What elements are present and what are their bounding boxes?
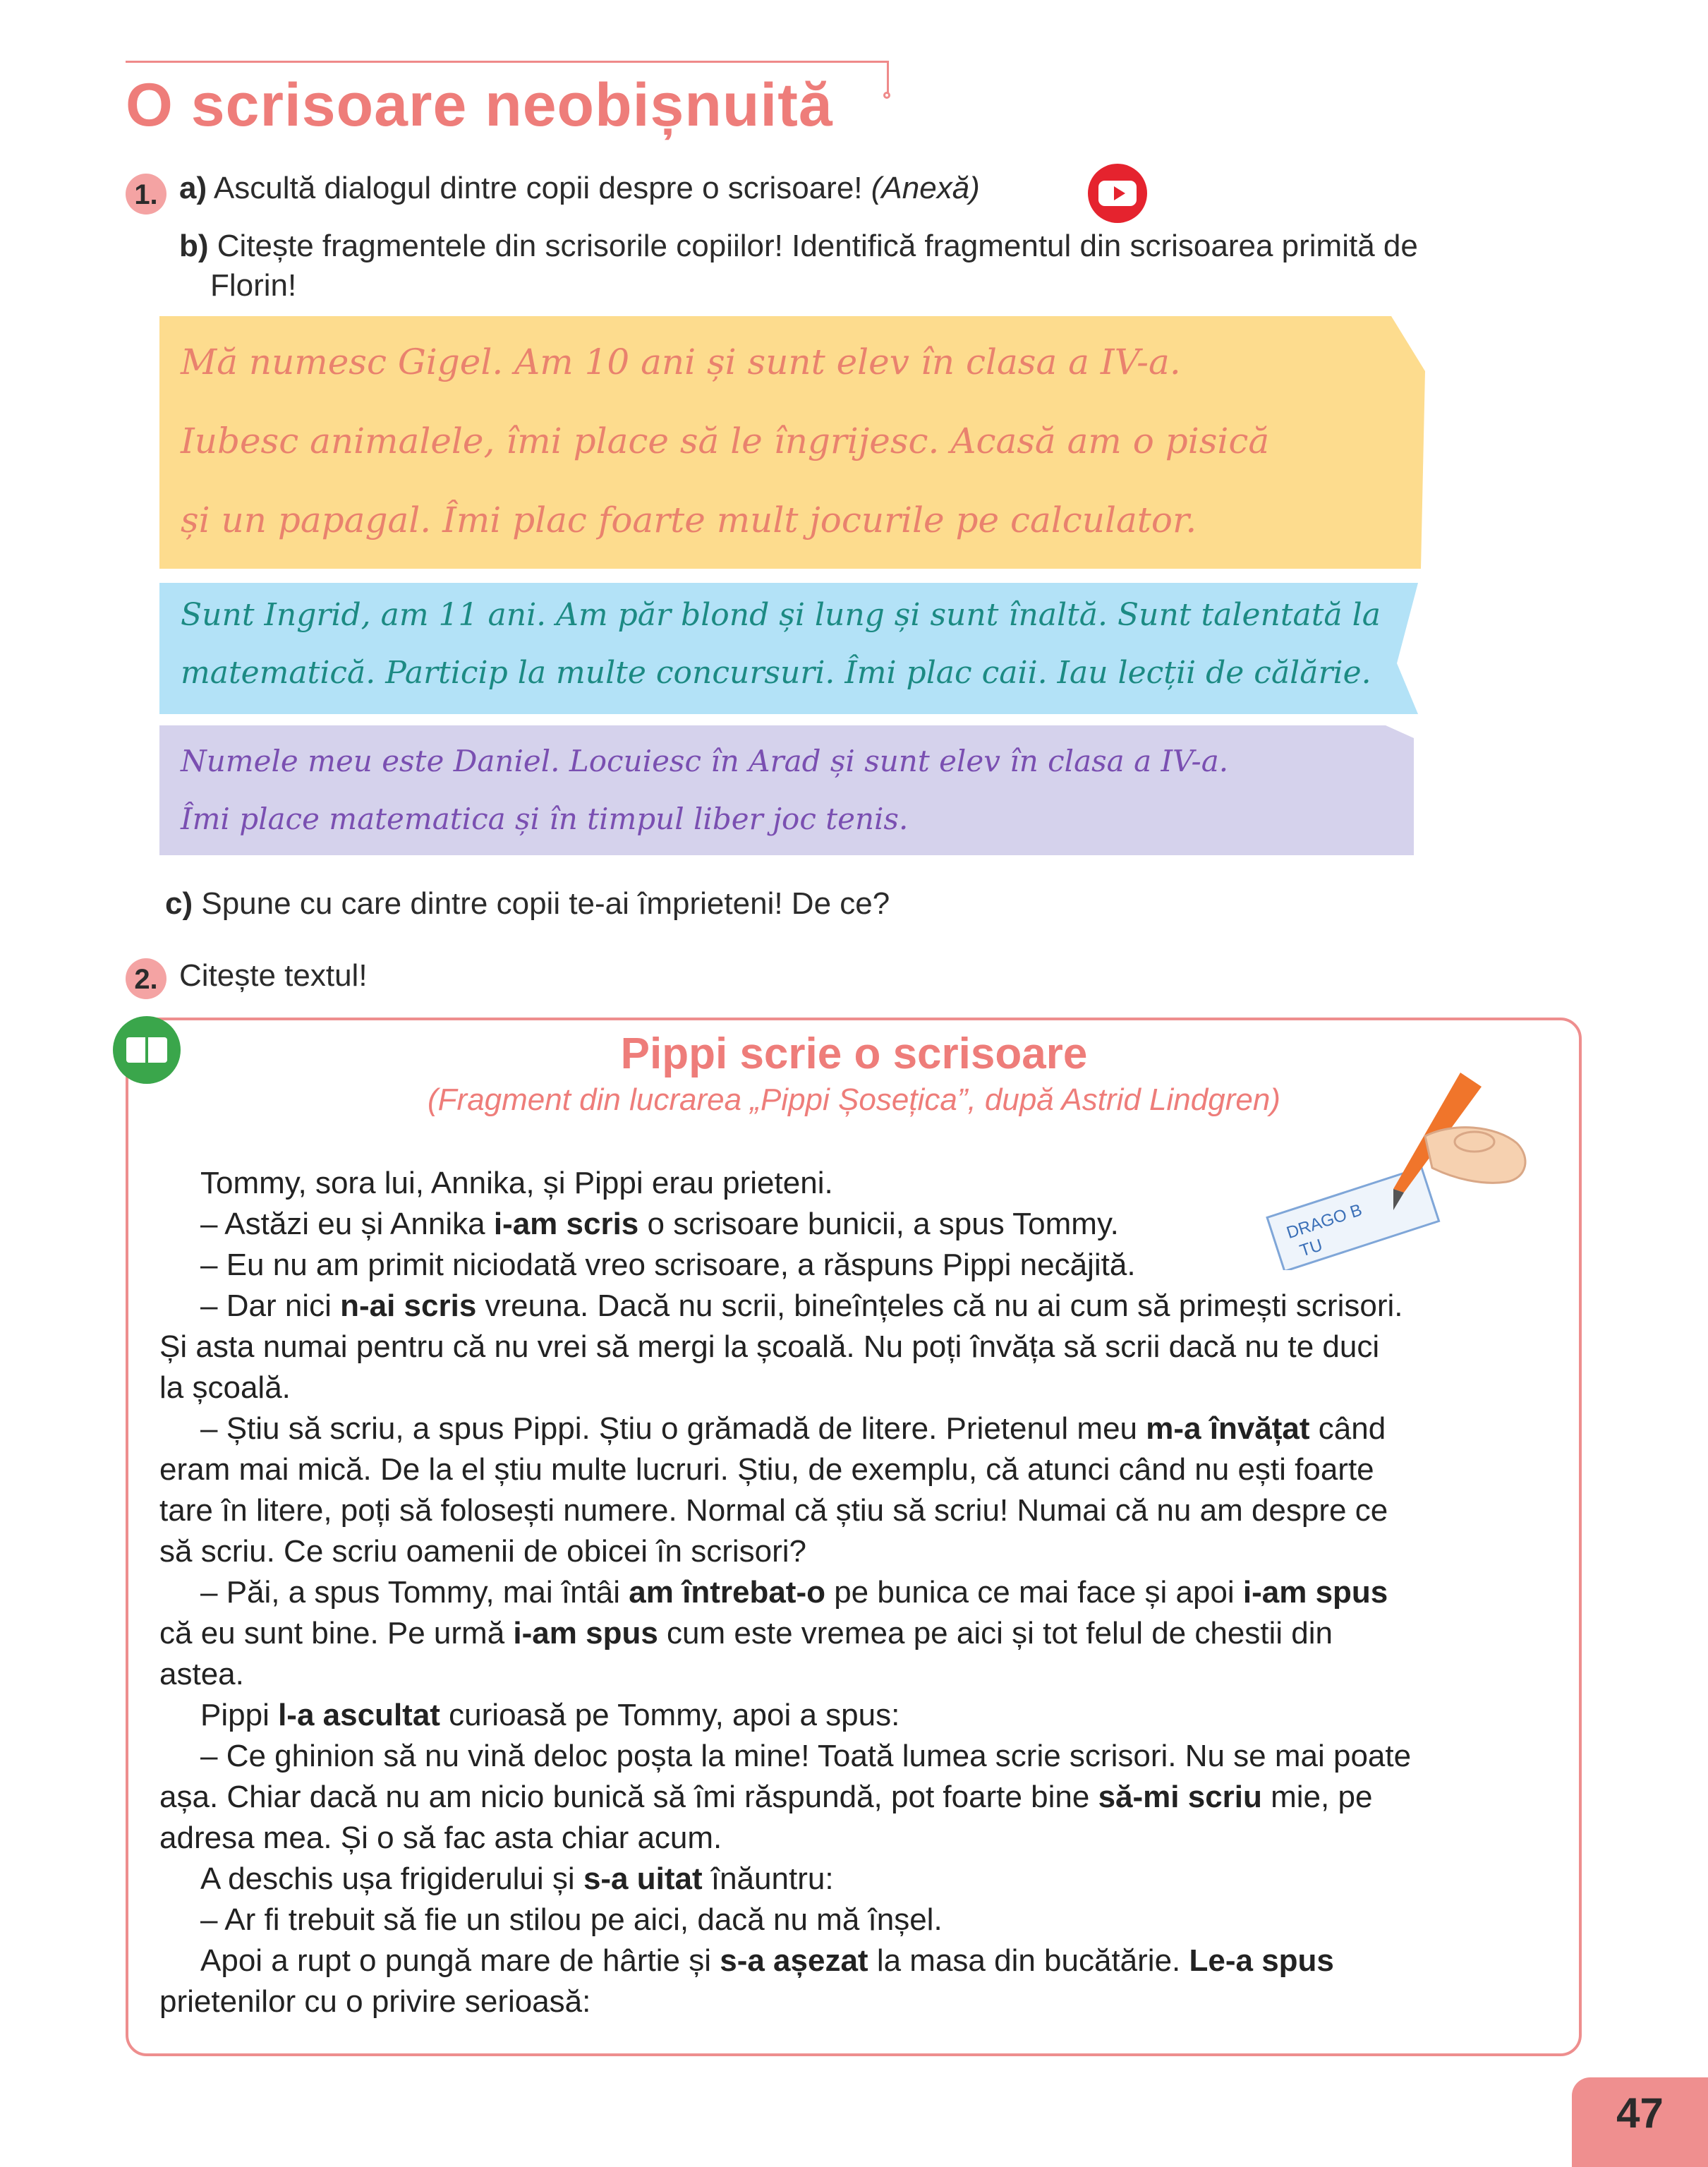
story-line: – Ce ghinion să nu vină deloc poșta la mine! Toată lumea scrie scrisori. Nu se mai poate — [200, 1739, 1412, 1773]
story-line: la școală. — [159, 1370, 291, 1405]
story-line: Apoi a rupt o pungă mare de hârtie și s-a așezat la masa din bucătărie. Le-a spus — [200, 1943, 1334, 1978]
exercise-1b-label: b) — [179, 229, 209, 263]
letter-ingrid-line-2: matematică. Particip la multe concursuri. Îmi plac caii. Iau lecții de călărie. — [181, 655, 1371, 691]
story-line: – Astăzi eu și Annika i-am scris o scrisoare bunicii, a spus Tommy. — [200, 1207, 1119, 1241]
page-number: 47 — [1616, 2089, 1664, 2137]
exercise-1c-label: c) — [165, 886, 193, 921]
exercise-1-number: 1. — [126, 174, 166, 215]
exercise-2-text: Citește textul! — [179, 958, 368, 993]
illustration-paper-line-2: TU — [1297, 1236, 1325, 1261]
story-line: astea. — [159, 1657, 244, 1691]
story-line: adresa mea. Și o să fac asta chiar acum. — [159, 1821, 722, 1855]
letter-gigel-line-2: Iubesc animalele, îmi place să le îngrijesc. Acasă am o pisică — [181, 421, 1270, 461]
exercise-1c-text: Spune cu care dintre copii te-ai împrieteni! De ce? — [201, 886, 890, 921]
story-line: – Eu nu am primit niciodată vreo scrisoare, a răspuns Pippi necăjită. — [200, 1248, 1136, 1282]
story-line: prietenilor cu o privire serioasă: — [159, 1984, 591, 2019]
exercise-1a-text: Ascultă dialogul dintre copii despre o scrisoare! — [213, 171, 863, 205]
story-line: că eu sunt bine. Pe urmă i-am spus cum este vremea pe aici și tot felul de chestii din — [159, 1616, 1333, 1650]
exercise-1b-text: Citește fragmentele din scrisorile copiilor! Identifică fragmentul din scrisoarea primită de — [217, 229, 1418, 263]
story-line: așa. Chiar dacă nu am nicio bunică să îmi răspundă, pot foarte bine să-mi scriu mie, pe — [159, 1780, 1373, 1814]
story-line: Pippi l-a ascultat curioasă pe Tommy, apoi a spus: — [200, 1698, 900, 1732]
story-line: Tommy, sora lui, Annika, și Pippi erau prieteni. — [200, 1166, 833, 1200]
letter-ingrid-line-1: Sunt Ingrid, am 11 ani. Am păr blond și lung și sunt înaltă. Sunt talentată la — [181, 597, 1381, 633]
story-line: – Dar nici n-ai scris vreuna. Dacă nu scrii, bineînțeles că nu ai cum să primești scrisori. — [200, 1288, 1403, 1323]
story-line: tare în litere, poți să folosești numere. Normal că știu să scriu! Numai că nu am despre ce — [159, 1493, 1388, 1528]
story-source: (Fragment din lucrarea „Pippi Șosețica”, după Astrid Lindgren) — [428, 1082, 1280, 1117]
letter-daniel-line-2: Îmi place matematica și în timpul liber joc tenis. — [181, 802, 909, 836]
hand-writing-letter-illustration — [1263, 1058, 1545, 1270]
letter-daniel-line-1: Numele meu este Daniel. Locuiesc în Arad și sunt elev în clasa a IV-a. — [181, 744, 1229, 778]
story-line: eram mai mică. De la el știu multe lucruri. Știu, de exemplu, că atunci când nu ești foarte — [159, 1452, 1374, 1487]
page-title: O scrisoare neobișnuită — [126, 71, 833, 139]
illustration-paper-line-1: DRAGO B — [1284, 1200, 1365, 1243]
story-line: – Păi, a spus Tommy, mai întâi am întrebat-o pe bunica ce mai face și apoi i-am spus — [200, 1575, 1388, 1610]
exercise-1a-annex: (Anexă) — [871, 171, 980, 205]
letter-gigel-line-3: și un papagal. Îmi plac foarte mult jocurile pe calculator. — [181, 500, 1197, 541]
letter-gigel-line-1: Mă numesc Gigel. Am 10 ani și sunt elev în clasa a IV-a. — [181, 342, 1181, 382]
story-line: – Știu să scriu, a spus Pippi. Știu o grămadă de litere. Prietenul meu m-a învățat când — [200, 1411, 1386, 1446]
story-line: – Ar fi trebuit să fie un stilou pe aici, dacă nu mă înșel. — [200, 1902, 943, 1937]
story-line: A deschis ușa frigiderului și s-a uitat înăuntru: — [200, 1861, 834, 1896]
exercise-1b-line-2: Florin! — [210, 268, 297, 303]
story-line: Și asta numai pentru că nu vrei să mergi la școală. Nu poți învăța să scrii dacă nu te duci — [159, 1329, 1380, 1364]
exercise-1c — [165, 886, 890, 922]
exercise-1a-label: a) — [179, 171, 207, 205]
story-line: să scriu. Ce scriu oamenii de obicei în scrisori? — [159, 1534, 807, 1569]
story-title: Pippi scrie o scrisoare — [620, 1030, 1088, 1078]
exercise-2-number: 2. — [126, 958, 166, 999]
